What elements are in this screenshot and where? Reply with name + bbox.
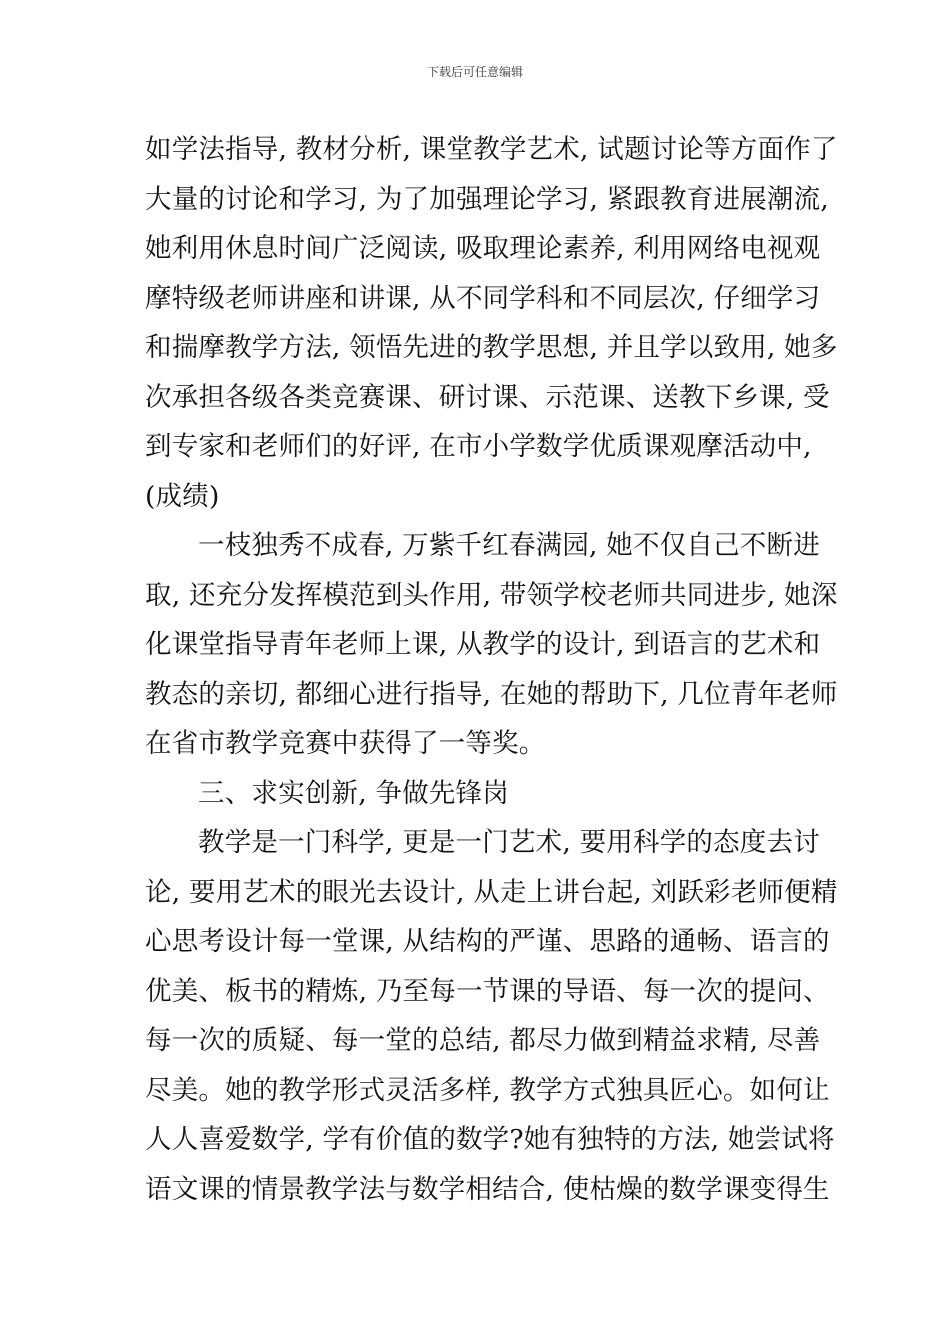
text-line-7: 到专家和老师们的好评, 在市小学数学优质课观摩活动中,	[145, 431, 812, 462]
text-line-19: 每一次的质疑、每一堂的总结, 都尽力做到精益求精, 尽善	[145, 1025, 821, 1056]
text-line-1: 如学法指导, 教材分析, 课堂教学艺术, 试题讨论等方面作了	[145, 134, 838, 165]
section-heading: 三、求实创新, 争做先锋岗	[198, 777, 509, 809]
text-line-16: 论, 要用艺术的眼光去设计, 从走上讲台起, 刘跃彩老师便精	[145, 876, 838, 908]
text-line-20: 尽美。她的教学形式灵活多样, 教学方式独具匠心。如何让	[145, 1074, 830, 1106]
text-line-11: 化课堂指导青年老师上课, 从教学的设计, 到语言的艺术和	[145, 629, 821, 660]
text-line-4: 摩特级老师讲座和讲课, 从不同学科和不同层次, 仔细学习	[145, 282, 821, 314]
text-line-3: 她利用休息时间广泛阅读, 吸取理论素养, 利用网络电视观	[145, 233, 821, 264]
page-header-note: 下载后可任意编辑	[426, 65, 523, 79]
text-line-21: 人人喜爱数学, 学有价值的数学?她有独特的方法, 她尝试将	[145, 1124, 835, 1155]
text-line-9: 一枝独秀不成春, 万紫千红春满园, 她不仅自己不断进	[198, 530, 820, 561]
text-line-8: (成绩)	[145, 480, 220, 512]
text-line-2: 大量的讨论和学习, 为了加强理论学习, 紧跟教育进展潮流,	[145, 183, 829, 215]
text-line-15: 教学是一门科学, 更是一门艺术, 要用科学的态度去讨	[198, 827, 820, 858]
text-line-22: 语文课的情景教学法与数学相结合, 使枯燥的数学课变得生	[145, 1173, 830, 1205]
text-line-17: 心思考设计每一堂课, 从结构的严谨、思路的通畅、语言的	[145, 926, 830, 957]
text-line-6: 次承担各级各类竞赛课、研讨课、示范课、送教下乡课, 受	[145, 381, 830, 413]
text-line-5: 和揣摩教学方法, 领悟先进的教学思想, 并且学以致用, 她多	[145, 332, 838, 363]
text-line-12: 教态的亲切, 都细心进行指导, 在她的帮助下, 几位青年老师	[145, 678, 838, 710]
text-line-10: 取, 还充分发挥模范到头作用, 带领学校老师共同进步, 她深	[145, 579, 838, 611]
text-line-18: 优美、板书的精炼, 乃至每一节课的导语、每一次的提问、	[145, 975, 830, 1007]
text-line-13: 在省市教学竞赛中获得了一等奖。	[145, 728, 546, 759]
document-body	[145, 125, 838, 1214]
